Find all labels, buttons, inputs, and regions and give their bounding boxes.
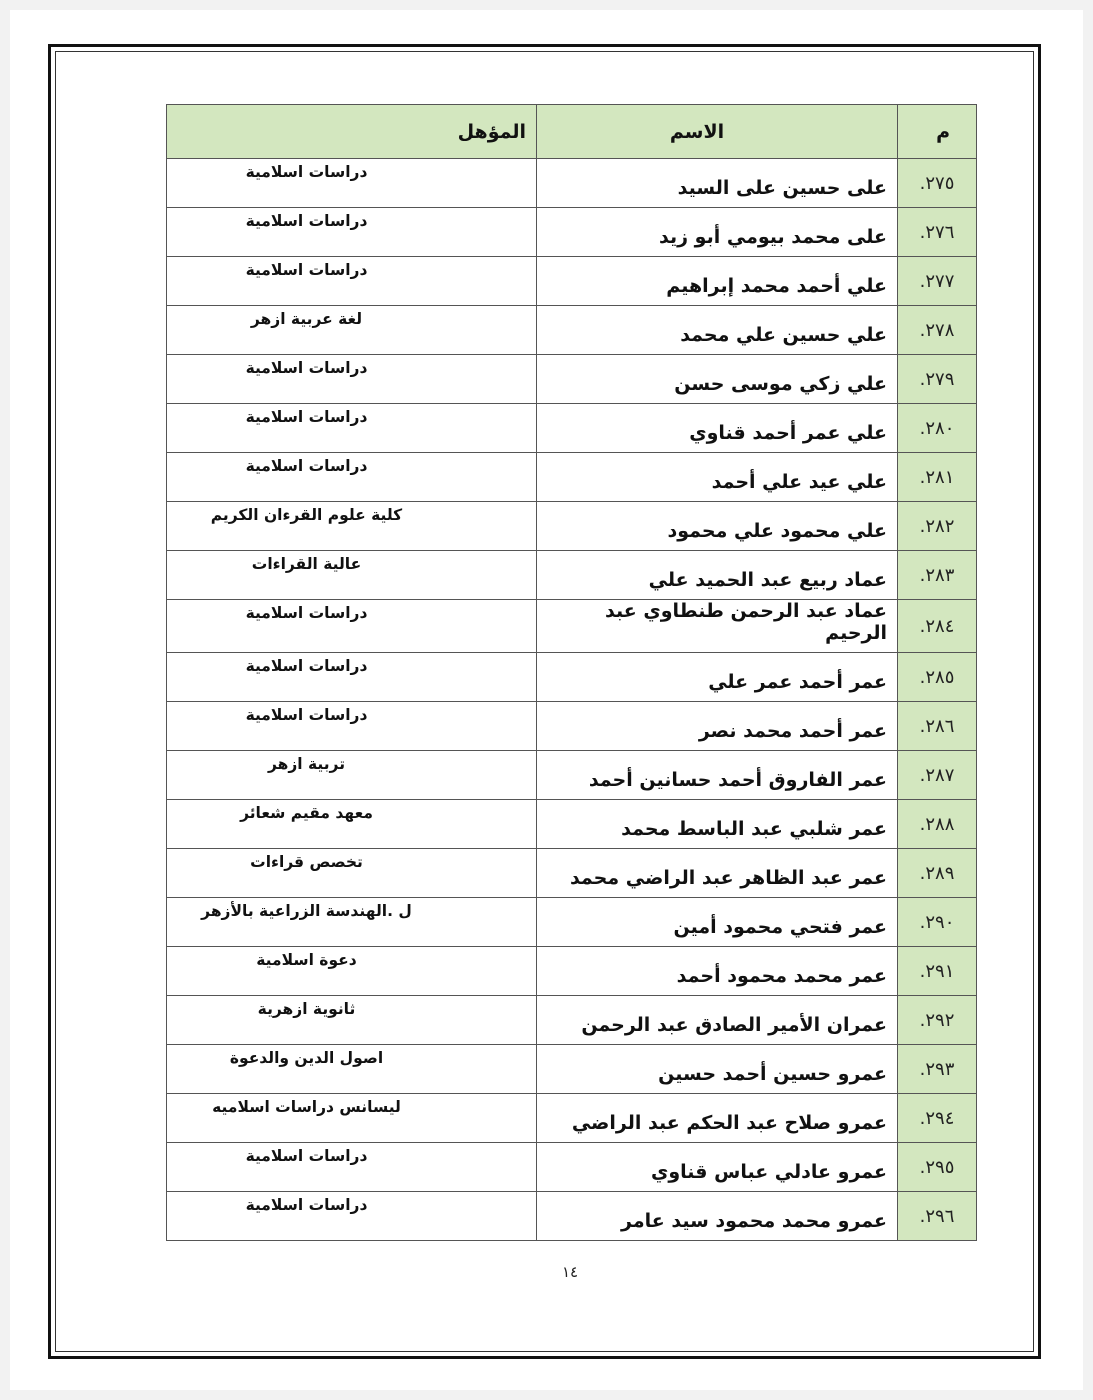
row-qualification: دراسات اسلامية (167, 653, 537, 702)
row-qualification: دراسات اسلامية (167, 208, 537, 257)
row-number: ٢٨٤. (898, 600, 977, 653)
row-qualification: ليسانس دراسات اسلاميه (167, 1094, 537, 1143)
table-row (167, 947, 977, 996)
row-qualification: تربية ازهر (167, 751, 537, 800)
row-qualification: دراسات اسلامية (167, 600, 537, 653)
table-row (167, 208, 977, 257)
row-name: عمر عبد الظاهر عبد الراضي محمد (537, 849, 898, 898)
row-number: ٢٩٠. (898, 898, 977, 947)
names-table (166, 104, 977, 1241)
row-qualification: دراسات اسلامية (167, 1192, 537, 1241)
row-name: علي زكي موسى حسن (537, 355, 898, 404)
row-name: عمرو صلاح عبد الحكم عبد الراضي (537, 1094, 898, 1143)
row-number: ٢٧٧. (898, 257, 977, 306)
row-number: ٢٩٣. (898, 1045, 977, 1094)
table-row (167, 355, 977, 404)
row-number: ٢٧٦. (898, 208, 977, 257)
row-name: عمران الأمير الصادق عبد الرحمن (537, 996, 898, 1045)
row-qualification: عالية القراءات (167, 551, 537, 600)
row-number: ٢٩٥. (898, 1143, 977, 1192)
row-number: ٢٧٥. (898, 159, 977, 208)
row-number: ٢٨٧. (898, 751, 977, 800)
row-qualification: كلية علوم القرءان الكريم (167, 502, 537, 551)
row-number: ٢٩٢. (898, 996, 977, 1045)
row-name: عماد ربيع عبد الحميد علي (537, 551, 898, 600)
page-number: ١٤ (561, 1263, 579, 1281)
row-name: علي محمود علي محمود (537, 502, 898, 551)
row-qualification: ثانوية ازهرية (167, 996, 537, 1045)
table-header-row (167, 105, 977, 159)
table-row (167, 306, 977, 355)
row-number: ٢٨٥. (898, 653, 977, 702)
row-name: على حسين على السيد (537, 159, 898, 208)
row-name: عمرو حسين أحمد حسين (537, 1045, 898, 1094)
row-number: ٢٩١. (898, 947, 977, 996)
table-row (167, 600, 977, 653)
header-name: الاسم (537, 105, 898, 159)
table-row (167, 898, 977, 947)
row-qualification: دراسات اسلامية (167, 355, 537, 404)
row-qualification: دراسات اسلامية (167, 453, 537, 502)
row-number: ٢٨٩. (898, 849, 977, 898)
table-row (167, 1045, 977, 1094)
row-name: علي عيد علي أحمد (537, 453, 898, 502)
table-row (167, 702, 977, 751)
row-qualification: تخصص قراءات (167, 849, 537, 898)
row-qualification: دراسات اسلامية (167, 702, 537, 751)
row-number: ٢٧٨. (898, 306, 977, 355)
row-number: ٢٧٩. (898, 355, 977, 404)
table-row (167, 653, 977, 702)
table-row (167, 1094, 977, 1143)
row-name: عمر الفاروق أحمد حسانين أحمد (537, 751, 898, 800)
row-name: علي أحمد محمد إبراهيم (537, 257, 898, 306)
row-qualification: لغة عربية ازهر (167, 306, 537, 355)
header-number: م (898, 105, 977, 159)
row-qualification: دراسات اسلامية (167, 159, 537, 208)
table-row (167, 751, 977, 800)
table-row (167, 404, 977, 453)
table-row (167, 551, 977, 600)
table-row (167, 1192, 977, 1241)
table-row (167, 453, 977, 502)
table-row (167, 996, 977, 1045)
row-name: عمر أحمد محمد نصر (537, 702, 898, 751)
row-number: ٢٩٦. (898, 1192, 977, 1241)
table-row (167, 502, 977, 551)
row-name: عمر محمد محمود أحمد (537, 947, 898, 996)
row-number: ٢٨١. (898, 453, 977, 502)
row-name: على محمد بيومي أبو زيد (537, 208, 898, 257)
row-name: عمر شلبي عبد الباسط محمد (537, 800, 898, 849)
row-number: ٢٨٠. (898, 404, 977, 453)
table-row (167, 257, 977, 306)
row-number: ٢٨٨. (898, 800, 977, 849)
row-name: عماد عبد الرحمن طنطاوي عبد الرحيم (537, 600, 898, 653)
row-number: ٢٨٢. (898, 502, 977, 551)
table-row (167, 1143, 977, 1192)
row-name: علي عمر أحمد قناوي (537, 404, 898, 453)
table-row (167, 849, 977, 898)
row-qualification: دراسات اسلامية (167, 1143, 537, 1192)
row-number: ٢٨٦. (898, 702, 977, 751)
table-row (167, 800, 977, 849)
row-qualification: دراسات اسلامية (167, 404, 537, 453)
row-name: عمرو عادلي عباس قناوي (537, 1143, 898, 1192)
table-row (167, 159, 977, 208)
row-name: عمرو محمد محمود سيد عامر (537, 1192, 898, 1241)
row-qualification: معهد مقيم شعائر (167, 800, 537, 849)
row-qualification: اصول الدين والدعوة (167, 1045, 537, 1094)
row-qualification: دعوة اسلامية (167, 947, 537, 996)
row-name: علي حسين علي محمد (537, 306, 898, 355)
row-number: ٢٨٣. (898, 551, 977, 600)
row-name: عمر فتحي محمود أمين (537, 898, 898, 947)
row-qualification: ل .الهندسة الزراعية بالأزهر (167, 898, 537, 947)
row-number: ٢٩٤. (898, 1094, 977, 1143)
row-name: عمر أحمد عمر علي (537, 653, 898, 702)
row-qualification: دراسات اسلامية (167, 257, 537, 306)
header-qualification: المؤهل (167, 105, 537, 159)
